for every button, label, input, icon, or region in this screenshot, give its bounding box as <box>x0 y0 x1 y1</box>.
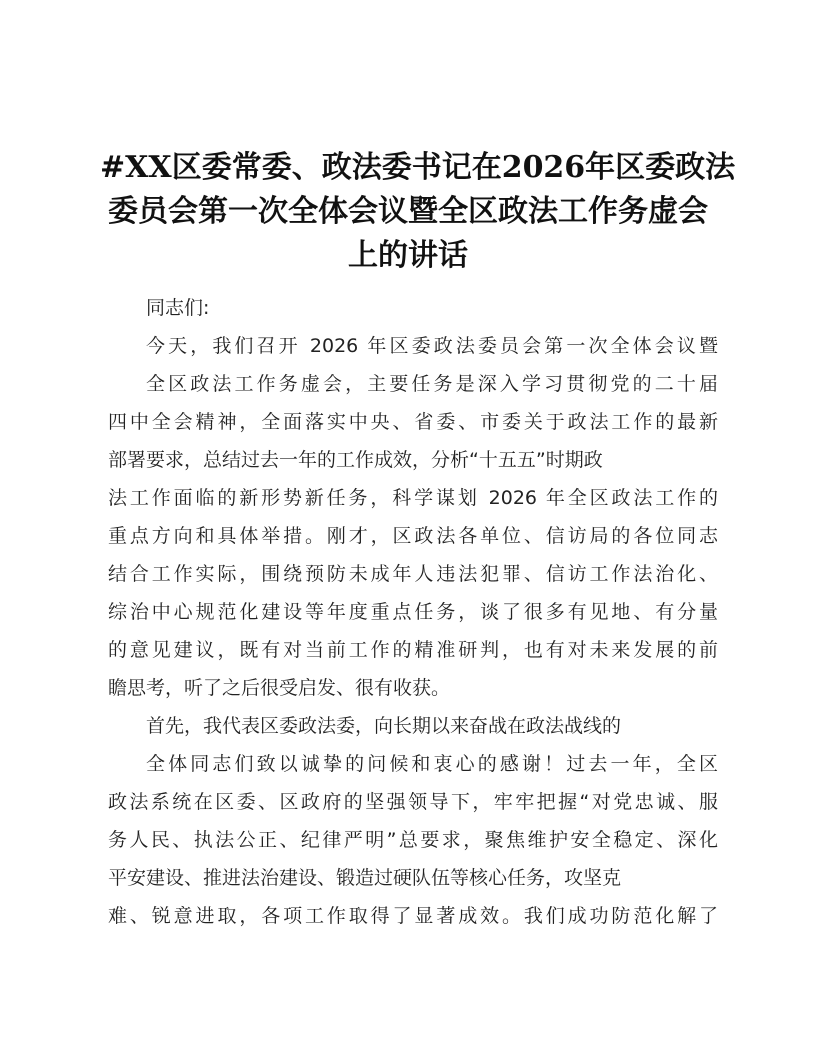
salutation: 同志们: <box>146 297 210 319</box>
body-line: 法工作面临的新形势新任务，科学谋划 2026 年全区政法工作的 <box>108 487 718 509</box>
title-line-1: #XX区委常委、政法委书记在2026年区委政法 <box>100 150 736 185</box>
body-line: 的意见建议，既有对当前工作的精准研判，也有对未来发展的前 <box>108 639 718 661</box>
title-line-3: 上的讲话 <box>348 238 468 273</box>
body-line: 部署要求，总结过去一年的工作成效，分析“十五五”时期政 <box>108 449 603 471</box>
body-line: 务人民、执法公正、纪律严明”总要求，聚焦维护安全稳定、深化 <box>108 829 718 851</box>
body-line: 全体同志们致以诚挚的问候和衷心的感谢！过去一年，全区 <box>146 753 718 775</box>
body-line: 政法系统在区委、区政府的坚强领导下，牢牢把握“对党忠诚、服 <box>108 791 718 813</box>
document-body <box>108 289 718 935</box>
body-line: 重点方向和具体举措。刚才，区政法各单位、信访局的各位同志 <box>108 525 718 547</box>
body-line: 首先，我代表区委政法委，向长期以来奋战在政法战线的 <box>146 715 622 737</box>
body-line: 全区政法工作务虚会，主要任务是深入学习贯彻党的二十届 <box>146 373 718 395</box>
document-title <box>100 146 736 278</box>
body-line: 难、锐意进取，各项工作取得了显著成效。我们成功防范化解了 <box>108 905 718 927</box>
body-line: 结合工作实际，围绕预防未成年人违法犯罪、信访工作法治化、 <box>108 563 718 585</box>
body-line: 平安建设、推进法治建设、锻造过硬队伍等核心任务，攻坚克 <box>108 867 622 889</box>
body-line: 今天，我们召开 2026 年区委政法委员会第一次全体会议暨 <box>146 335 718 357</box>
body-line: 四中全会精神，全面落实中央、省委、市委关于政法工作的最新 <box>108 411 718 433</box>
body-line: 瞻思考，听了之后很受启发、很有收获。 <box>108 677 451 699</box>
body-line: 综治中心规范化建设等年度重点任务，谈了很多有见地、有分量 <box>108 601 718 623</box>
title-line-2: 委员会第一次全体会议暨全区政法工作务虚会 <box>108 194 708 229</box>
